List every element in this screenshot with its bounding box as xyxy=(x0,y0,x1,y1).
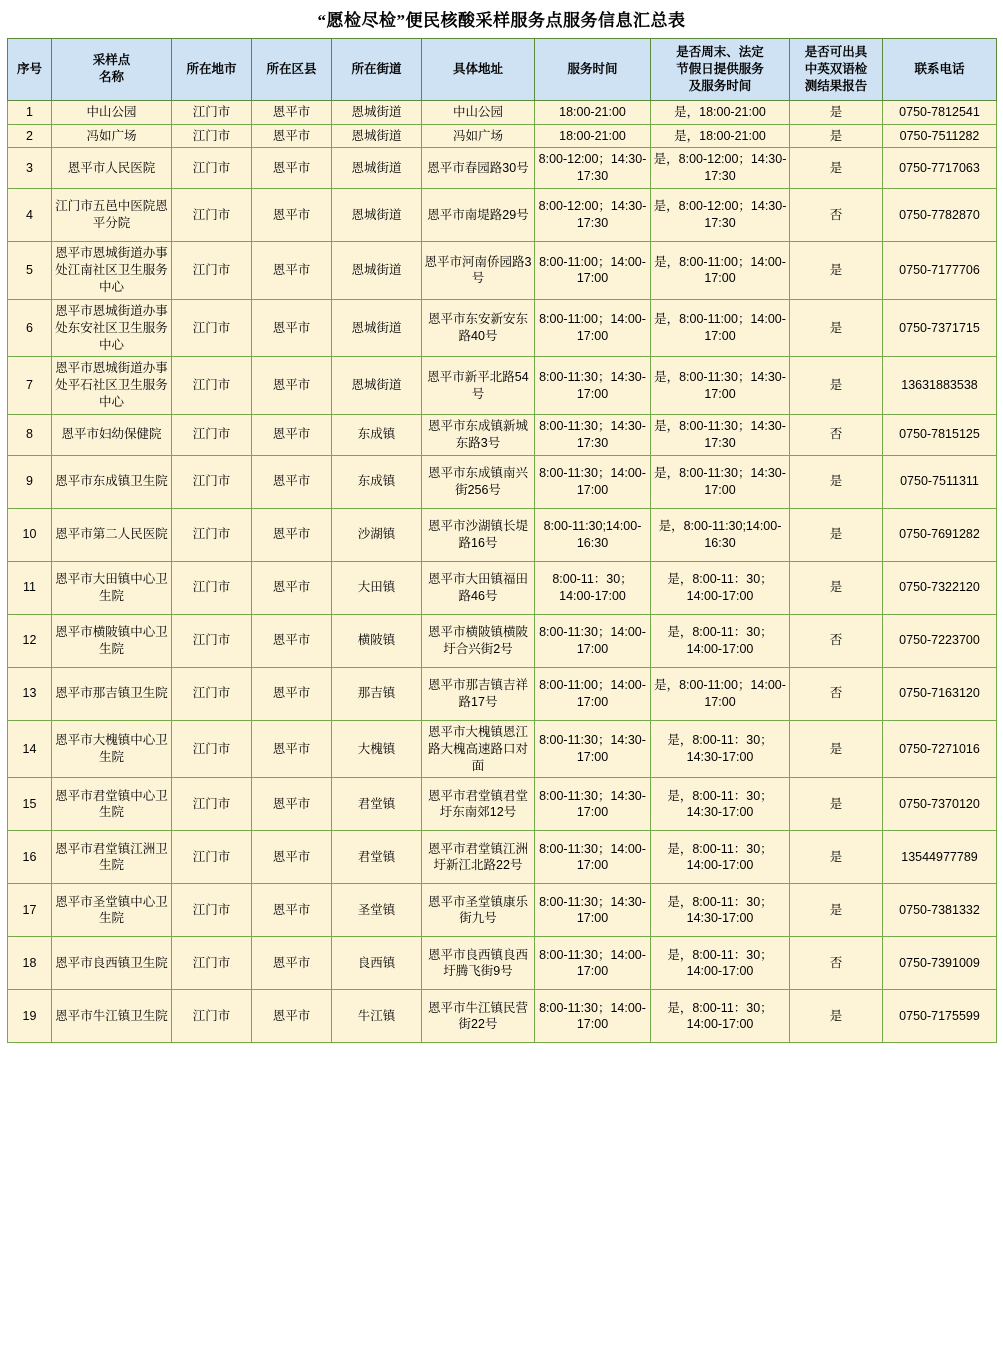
cell-phone: 0750-7271016 xyxy=(883,720,997,778)
cell-site-name: 恩平市圣堂镇中心卫生院 xyxy=(52,884,172,937)
cell-address: 中山公园 xyxy=(422,100,535,124)
cell-city: 江门市 xyxy=(172,415,252,456)
table-row xyxy=(8,508,997,561)
table-row xyxy=(8,100,997,124)
column-header-site-name-line2: 名称 xyxy=(98,70,124,85)
cell-street: 东成镇 xyxy=(332,415,422,456)
cell-service-time: 8:00-11:00；14:00-17:00 xyxy=(535,242,651,300)
cell-address: 恩平市沙湖镇长堤路16号 xyxy=(422,508,535,561)
page-title: “愿检尽检”便民核酸采样服务点服务信息汇总表 xyxy=(317,11,686,30)
cell-phone: 0750-7177706 xyxy=(883,242,997,300)
cell-city: 江门市 xyxy=(172,100,252,124)
cell-district: 恩平市 xyxy=(252,508,332,561)
cell-city: 江门市 xyxy=(172,937,252,990)
cell-district: 恩平市 xyxy=(252,242,332,300)
table-row xyxy=(8,415,997,456)
cell-service-time: 8:00-11:00；14:00-17:00 xyxy=(535,667,651,720)
cell-index: 18 xyxy=(8,937,52,990)
cell-street: 那吉镇 xyxy=(332,667,422,720)
column-header-site-name xyxy=(52,39,172,101)
cell-index: 8 xyxy=(8,415,52,456)
cell-index: 19 xyxy=(8,990,52,1043)
table-row xyxy=(8,148,997,189)
cell-bilingual-report: 否 xyxy=(790,614,883,667)
cell-address: 恩平市横陂镇横陂圩合兴街2号 xyxy=(422,614,535,667)
cell-district: 恩平市 xyxy=(252,778,332,831)
cell-weekend-service: 是，8:00-11:30;14:00-16:30 xyxy=(651,508,790,561)
cell-bilingual-report: 是 xyxy=(790,299,883,357)
cell-phone: 0750-7691282 xyxy=(883,508,997,561)
cell-address: 恩平市东安新安东路40号 xyxy=(422,299,535,357)
cell-bilingual-report: 是 xyxy=(790,508,883,561)
column-header-site-name-line1: 采样点 xyxy=(92,53,131,68)
cell-index: 17 xyxy=(8,884,52,937)
cell-index: 11 xyxy=(8,561,52,614)
cell-site-name: 恩平市那吉镇卫生院 xyxy=(52,667,172,720)
table-row xyxy=(8,937,997,990)
cell-address: 恩平市东成镇新城东路3号 xyxy=(422,415,535,456)
cell-service-time: 8:00-11:30；14:00-17:00 xyxy=(535,831,651,884)
cell-site-name: 中山公园 xyxy=(52,100,172,124)
cell-address: 恩平市春园路30号 xyxy=(422,148,535,189)
cell-district: 恩平市 xyxy=(252,614,332,667)
cell-site-name: 恩平市恩城街道办事处平石社区卫生服务中心 xyxy=(52,357,172,415)
cell-bilingual-report: 是 xyxy=(790,148,883,189)
cell-site-name: 恩平市良西镇卫生院 xyxy=(52,937,172,990)
cell-city: 江门市 xyxy=(172,357,252,415)
cell-bilingual-report: 是 xyxy=(790,720,883,778)
cell-weekend-service: 是，8:00-11:00；14:00-17:00 xyxy=(651,299,790,357)
cell-address: 恩平市东成镇南兴街256号 xyxy=(422,455,535,508)
cell-bilingual-report: 否 xyxy=(790,415,883,456)
cell-city: 江门市 xyxy=(172,455,252,508)
cell-phone: 0750-7370120 xyxy=(883,778,997,831)
cell-weekend-service: 是，8:00-11：30；14:00-17:00 xyxy=(651,831,790,884)
cell-district: 恩平市 xyxy=(252,561,332,614)
cell-index: 7 xyxy=(8,357,52,415)
cell-district: 恩平市 xyxy=(252,667,332,720)
table-row xyxy=(8,561,997,614)
table-row xyxy=(8,242,997,300)
cell-index: 1 xyxy=(8,100,52,124)
cell-service-time: 8:00-11：30；14:00-17:00 xyxy=(535,561,651,614)
cell-street: 大槐镇 xyxy=(332,720,422,778)
cell-index: 16 xyxy=(8,831,52,884)
cell-index: 13 xyxy=(8,667,52,720)
cell-city: 江门市 xyxy=(172,299,252,357)
cell-index: 10 xyxy=(8,508,52,561)
cell-district: 恩平市 xyxy=(252,720,332,778)
cell-district: 恩平市 xyxy=(252,455,332,508)
cell-district: 恩平市 xyxy=(252,124,332,148)
cell-bilingual-report: 是 xyxy=(790,990,883,1043)
cell-site-name: 恩平市君堂镇中心卫生院 xyxy=(52,778,172,831)
column-header-district: 所在区县 xyxy=(252,39,332,101)
cell-phone: 0750-7223700 xyxy=(883,614,997,667)
cell-service-time: 8:00-11:30;14:00-16:30 xyxy=(535,508,651,561)
table-row xyxy=(8,455,997,508)
cell-city: 江门市 xyxy=(172,990,252,1043)
cell-street: 恩城街道 xyxy=(332,242,422,300)
cell-weekend-service: 是，8:00-11：30；14:00-17:00 xyxy=(651,990,790,1043)
cell-address: 恩平市那吉镇吉祥路17号 xyxy=(422,667,535,720)
cell-index: 4 xyxy=(8,189,52,242)
cell-weekend-service: 是，8:00-11:30；14:30-17:30 xyxy=(651,415,790,456)
cell-site-name: 恩平市大田镇中心卫生院 xyxy=(52,561,172,614)
cell-district: 恩平市 xyxy=(252,299,332,357)
cell-site-name: 恩平市恩城街道办事处江南社区卫生服务中心 xyxy=(52,242,172,300)
cell-phone: 0750-7175599 xyxy=(883,990,997,1043)
cell-weekend-service: 是，8:00-11：30；14:30-17:00 xyxy=(651,884,790,937)
cell-bilingual-report: 否 xyxy=(790,937,883,990)
cell-index: 3 xyxy=(8,148,52,189)
cell-service-time: 8:00-11:30；14:30-17:00 xyxy=(535,720,651,778)
cell-district: 恩平市 xyxy=(252,357,332,415)
cell-site-name: 恩平市人民医院 xyxy=(52,148,172,189)
cell-street: 圣堂镇 xyxy=(332,884,422,937)
cell-address: 恩平市牛江镇民营街22号 xyxy=(422,990,535,1043)
cell-service-time: 8:00-11:00；14:00-17:00 xyxy=(535,299,651,357)
cell-district: 恩平市 xyxy=(252,148,332,189)
cell-weekend-service: 是，18:00-21:00 xyxy=(651,100,790,124)
column-header-weekend-line1: 是否周末、法定 xyxy=(676,45,764,59)
cell-site-name: 江门市五邑中医院恩平分院 xyxy=(52,189,172,242)
cell-bilingual-report: 是 xyxy=(790,561,883,614)
cell-district: 恩平市 xyxy=(252,100,332,124)
cell-index: 12 xyxy=(8,614,52,667)
column-header-bilingual-line2: 中英双语检 xyxy=(804,61,868,76)
cell-bilingual-report: 是 xyxy=(790,242,883,300)
table-row xyxy=(8,831,997,884)
cell-street: 恩城街道 xyxy=(332,100,422,124)
cell-index: 2 xyxy=(8,124,52,148)
cell-bilingual-report: 是 xyxy=(790,831,883,884)
column-header-bilingual-line3: 测结果报告 xyxy=(804,78,868,93)
cell-phone: 0750-7812541 xyxy=(883,100,997,124)
table-header-row xyxy=(8,39,997,101)
cell-service-time: 8:00-12:00；14:30-17:30 xyxy=(535,148,651,189)
cell-phone: 0750-7322120 xyxy=(883,561,997,614)
cell-site-name: 恩平市大槐镇中心卫生院 xyxy=(52,720,172,778)
table-row xyxy=(8,189,997,242)
cell-address: 恩平市大田镇福田路46号 xyxy=(422,561,535,614)
cell-street: 良西镇 xyxy=(332,937,422,990)
cell-bilingual-report: 否 xyxy=(790,189,883,242)
cell-site-name: 恩平市恩城街道办事处东安社区卫生服务中心 xyxy=(52,299,172,357)
cell-site-name: 恩平市妇幼保健院 xyxy=(52,415,172,456)
cell-site-name: 恩平市东成镇卫生院 xyxy=(52,455,172,508)
cell-city: 江门市 xyxy=(172,561,252,614)
cell-weekend-service: 是，8:00-11：30；14:00-17:00 xyxy=(651,937,790,990)
cell-phone: 0750-7815125 xyxy=(883,415,997,456)
cell-district: 恩平市 xyxy=(252,189,332,242)
cell-phone: 0750-7381332 xyxy=(883,884,997,937)
cell-street: 恩城街道 xyxy=(332,299,422,357)
cell-address: 恩平市新平北路54号 xyxy=(422,357,535,415)
column-header-phone: 联系电话 xyxy=(883,39,997,101)
cell-service-time: 8:00-11:30；14:30-17:30 xyxy=(535,415,651,456)
cell-address: 恩平市南堤路29号 xyxy=(422,189,535,242)
cell-city: 江门市 xyxy=(172,508,252,561)
cell-phone: 0750-7782870 xyxy=(883,189,997,242)
sampling-sites-table xyxy=(7,38,997,1043)
cell-phone: 0750-7391009 xyxy=(883,937,997,990)
cell-street: 牛江镇 xyxy=(332,990,422,1043)
table-row xyxy=(8,124,997,148)
cell-phone: 13631883538 xyxy=(883,357,997,415)
column-header-bilingual-report xyxy=(790,39,883,101)
cell-street: 恩城街道 xyxy=(332,189,422,242)
cell-weekend-service: 是，8:00-12:00；14:30-17:30 xyxy=(651,189,790,242)
cell-site-name: 冯如广场 xyxy=(52,124,172,148)
column-header-weekend-service xyxy=(651,39,790,101)
cell-weekend-service: 是，8:00-11:30；14:30-17:00 xyxy=(651,455,790,508)
table-row xyxy=(8,614,997,667)
cell-weekend-service: 是，8:00-11：30；14:30-17:00 xyxy=(651,720,790,778)
cell-street: 恩城街道 xyxy=(332,124,422,148)
cell-bilingual-report: 是 xyxy=(790,778,883,831)
cell-phone: 0750-7511282 xyxy=(883,124,997,148)
column-header-city: 所在地市 xyxy=(172,39,252,101)
table-row xyxy=(8,299,997,357)
cell-index: 6 xyxy=(8,299,52,357)
cell-city: 江门市 xyxy=(172,189,252,242)
cell-service-time: 8:00-11:30；14:30-17:00 xyxy=(535,778,651,831)
cell-weekend-service: 是，8:00-11:00；14:00-17:00 xyxy=(651,242,790,300)
cell-phone: 0750-7371715 xyxy=(883,299,997,357)
cell-index: 15 xyxy=(8,778,52,831)
cell-phone: 0750-7163120 xyxy=(883,667,997,720)
column-header-weekend-line3: 及服务时间 xyxy=(688,78,752,93)
cell-index: 9 xyxy=(8,455,52,508)
cell-district: 恩平市 xyxy=(252,937,332,990)
cell-index: 5 xyxy=(8,242,52,300)
cell-city: 江门市 xyxy=(172,778,252,831)
table-row xyxy=(8,667,997,720)
cell-bilingual-report: 否 xyxy=(790,667,883,720)
cell-service-time: 8:00-11:30；14:30-17:00 xyxy=(535,357,651,415)
cell-district: 恩平市 xyxy=(252,415,332,456)
cell-service-time: 8:00-11:30；14:00-17:00 xyxy=(535,614,651,667)
cell-street: 横陂镇 xyxy=(332,614,422,667)
table-body xyxy=(8,100,997,1043)
cell-site-name: 恩平市第二人民医院 xyxy=(52,508,172,561)
column-header-service-time: 服务时间 xyxy=(535,39,651,101)
column-header-weekend-line2: 节假日提供服务 xyxy=(676,61,764,76)
cell-service-time: 8:00-12:00；14:30-17:30 xyxy=(535,189,651,242)
cell-district: 恩平市 xyxy=(252,831,332,884)
table-row xyxy=(8,778,997,831)
table-row xyxy=(8,720,997,778)
cell-address: 恩平市良西镇良西圩腾飞街9号 xyxy=(422,937,535,990)
cell-phone: 13544977789 xyxy=(883,831,997,884)
cell-street: 东成镇 xyxy=(332,455,422,508)
cell-site-name: 恩平市君堂镇江洲卫生院 xyxy=(52,831,172,884)
cell-address: 冯如广场 xyxy=(422,124,535,148)
cell-weekend-service: 是，8:00-11：30；14:00-17:00 xyxy=(651,614,790,667)
cell-district: 恩平市 xyxy=(252,990,332,1043)
cell-service-time: 8:00-11:30；14:00-17:00 xyxy=(535,937,651,990)
cell-city: 江门市 xyxy=(172,884,252,937)
table-row xyxy=(8,357,997,415)
cell-bilingual-report: 是 xyxy=(790,455,883,508)
cell-site-name: 恩平市横陂镇中心卫生院 xyxy=(52,614,172,667)
cell-phone: 0750-7717063 xyxy=(883,148,997,189)
cell-service-time: 8:00-11:30；14:00-17:00 xyxy=(535,990,651,1043)
cell-service-time: 18:00-21:00 xyxy=(535,100,651,124)
cell-address: 恩平市圣堂镇康乐街九号 xyxy=(422,884,535,937)
cell-bilingual-report: 是 xyxy=(790,357,883,415)
cell-weekend-service: 是，8:00-11：30；14:00-17:00 xyxy=(651,561,790,614)
cell-street: 君堂镇 xyxy=(332,778,422,831)
cell-street: 沙湖镇 xyxy=(332,508,422,561)
cell-city: 江门市 xyxy=(172,614,252,667)
cell-bilingual-report: 是 xyxy=(790,884,883,937)
column-header-bilingual-line1: 是否可出具 xyxy=(804,45,868,59)
table-row xyxy=(8,990,997,1043)
cell-address: 恩平市河南侨园路3号 xyxy=(422,242,535,300)
cell-bilingual-report: 是 xyxy=(790,124,883,148)
column-header-index: 序号 xyxy=(8,39,52,101)
cell-weekend-service: 是，8:00-12:00；14:30-17:30 xyxy=(651,148,790,189)
cell-city: 江门市 xyxy=(172,148,252,189)
cell-service-time: 8:00-11:30；14:30-17:00 xyxy=(535,884,651,937)
cell-service-time: 18:00-21:00 xyxy=(535,124,651,148)
cell-weekend-service: 是，18:00-21:00 xyxy=(651,124,790,148)
cell-index: 14 xyxy=(8,720,52,778)
cell-street: 恩城街道 xyxy=(332,357,422,415)
column-header-address: 具体地址 xyxy=(422,39,535,101)
cell-weekend-service: 是，8:00-11:00；14:00-17:00 xyxy=(651,667,790,720)
cell-address: 恩平市君堂镇君堂圩东南郊12号 xyxy=(422,778,535,831)
cell-city: 江门市 xyxy=(172,831,252,884)
cell-bilingual-report: 是 xyxy=(790,100,883,124)
column-header-street: 所在街道 xyxy=(332,39,422,101)
cell-city: 江门市 xyxy=(172,720,252,778)
cell-city: 江门市 xyxy=(172,124,252,148)
table-row xyxy=(8,884,997,937)
cell-street: 大田镇 xyxy=(332,561,422,614)
cell-service-time: 8:00-11:30；14:00-17:00 xyxy=(535,455,651,508)
cell-weekend-service: 是，8:00-11：30；14:30-17:00 xyxy=(651,778,790,831)
cell-street: 恩城街道 xyxy=(332,148,422,189)
cell-phone: 0750-7511311 xyxy=(883,455,997,508)
cell-city: 江门市 xyxy=(172,242,252,300)
cell-city: 江门市 xyxy=(172,667,252,720)
cell-street: 君堂镇 xyxy=(332,831,422,884)
cell-address: 恩平市君堂镇江洲圩新江北路22号 xyxy=(422,831,535,884)
cell-address: 恩平市大槐镇恩江路大槐高速路口对面 xyxy=(422,720,535,778)
cell-site-name: 恩平市牛江镇卫生院 xyxy=(52,990,172,1043)
cell-district: 恩平市 xyxy=(252,884,332,937)
cell-weekend-service: 是，8:00-11:30；14:30-17:00 xyxy=(651,357,790,415)
